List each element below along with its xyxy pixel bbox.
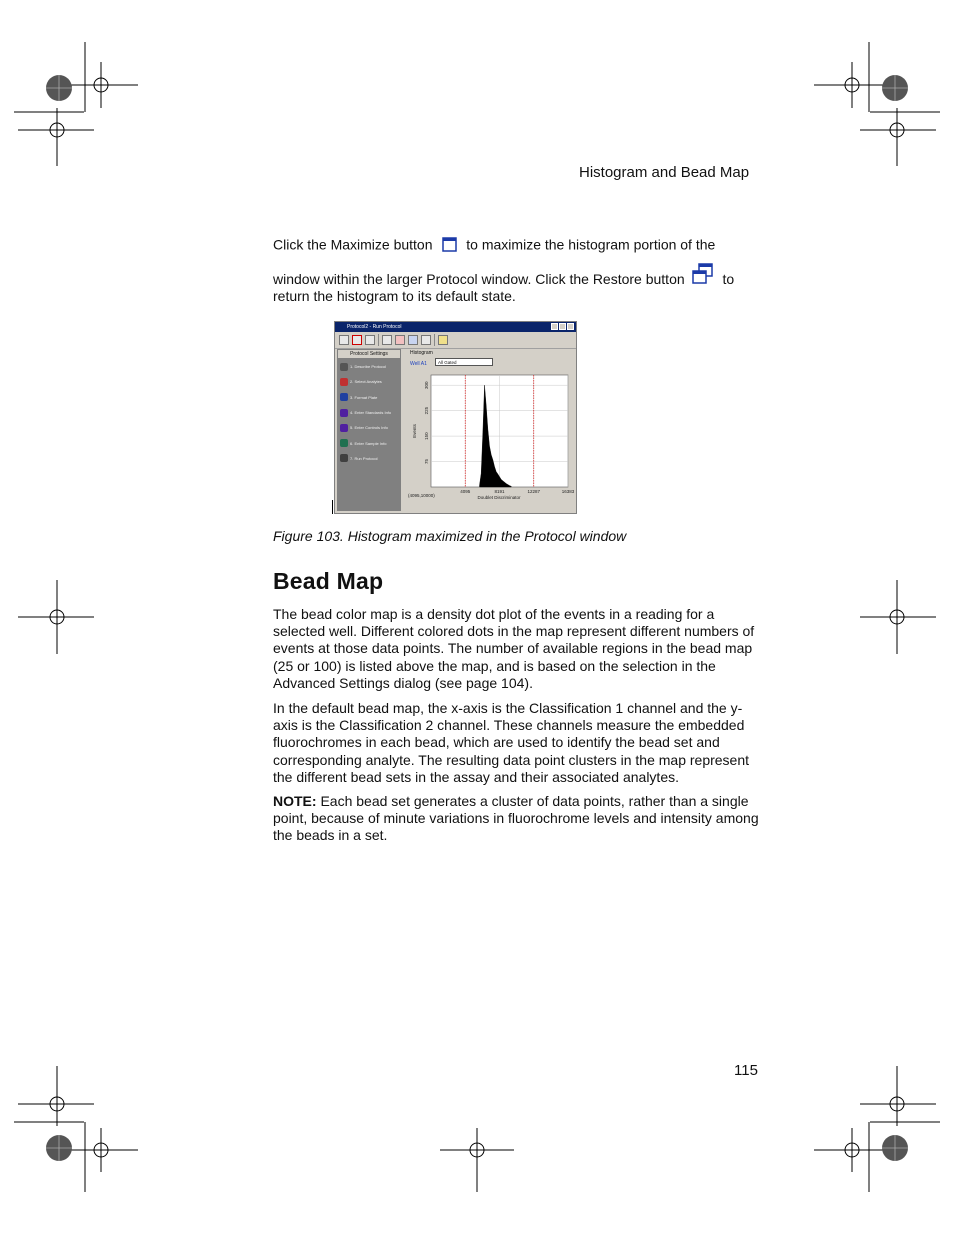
- figure-caption: Figure 103. Histogram maximized in the Protocol window: [273, 528, 627, 544]
- chart-icon: [408, 335, 418, 345]
- body-paragraph-1: [273, 606, 763, 692]
- window-title-bar: [335, 322, 576, 332]
- intro-paragraph-2: [273, 271, 763, 306]
- protocol-step-label: 1. Describe Protocol: [350, 364, 387, 370]
- y-tick-label: 300: [424, 381, 429, 389]
- x-tick-label: 16383: [561, 489, 574, 494]
- y-tick-label: 75: [424, 459, 429, 465]
- histogram-pane: [404, 349, 574, 511]
- y-tick-label: 150: [424, 432, 429, 440]
- intro-text: window within the larger Protocol window. Click the Restore button: [273, 271, 685, 287]
- section-heading: Bead Map: [273, 568, 384, 594]
- x-tick-label: 4095: [460, 489, 471, 494]
- x-axis-label: Doublet Discriminator: [477, 495, 521, 500]
- step-icon: [340, 393, 348, 401]
- batch-icon: [365, 335, 375, 345]
- text-cursor: [332, 500, 333, 514]
- step-icon: [340, 439, 348, 447]
- protocol-step-item: [337, 374, 401, 389]
- coordinate-readout: (4095,10000): [408, 493, 435, 498]
- gate-select-value: All Gated: [438, 360, 457, 365]
- window-controls: [551, 323, 574, 330]
- histogram-label: Histogram: [410, 350, 433, 356]
- protocol-step-label: 4. Enter Standards Info: [350, 410, 392, 416]
- protocol-step-item: [337, 451, 401, 466]
- step-icon: [340, 378, 348, 386]
- protocol-step-item: [337, 359, 401, 374]
- step-icon: [340, 363, 348, 371]
- y-tick-label: 225: [424, 406, 429, 415]
- protocol-step-item: [337, 420, 401, 435]
- intro-text: to maximize the histogram portion of the: [466, 236, 716, 253]
- protocol-step-label: 3. Format Plate: [350, 394, 378, 400]
- x-tick-label: 8191: [494, 489, 505, 494]
- body-paragraph-2: [273, 700, 763, 786]
- note-text: Each bead set generates a cluster of data points, rather than a single point, because of minute variations in fluorochrome levels and intensity among the beads in a set.: [273, 793, 759, 844]
- protocol-step-label: 5. Enter Controls Info: [350, 425, 388, 431]
- protocol-step-item: [337, 390, 401, 405]
- report-icon: [395, 335, 405, 345]
- protocol-step-label: 6. Enter Sample Info: [350, 440, 387, 446]
- step-icon: [340, 424, 348, 432]
- y-axis-label: Events: [412, 424, 417, 438]
- help-icon: [438, 335, 448, 345]
- protocol-step-item: [337, 435, 401, 450]
- intro-paragraph-1: [273, 236, 763, 256]
- window-toolbar: [335, 332, 576, 349]
- step-icon: [340, 409, 348, 417]
- protocol-step-label: 7. Run Protocol: [350, 455, 378, 461]
- note-paragraph: [273, 793, 763, 845]
- histogram-chart: [404, 369, 574, 511]
- gate-select: [435, 358, 493, 366]
- protocol-settings-panel: [337, 349, 401, 511]
- globe-icon: [421, 335, 431, 345]
- toolbar-separator: [378, 334, 379, 346]
- minimize-icon: [551, 323, 558, 330]
- protocol-window-screenshot: [334, 321, 577, 514]
- check-icon: [352, 335, 362, 345]
- paragraph-text: The bead color map is a density dot plot of the events in a reading for a selected well. Different colored dots in the map represent different numbers of events at those data points. The number of available regions in the bead map (25 or 100) is listed above the map, and is based on the selection in the Advanced Settings dialog (see page 104).: [273, 606, 755, 691]
- protocol-step-label: 2. Select Analytes: [350, 379, 382, 385]
- restore-icon: [689, 262, 719, 288]
- x-tick-label: 12287: [527, 489, 541, 494]
- maximize-icon: [559, 323, 566, 330]
- intro-text: to: [722, 271, 735, 287]
- toolbar-separator: [434, 334, 435, 346]
- panel-header: Protocol Settings: [338, 350, 400, 358]
- protocol-step-item: [337, 405, 401, 420]
- step-icon: [340, 454, 348, 462]
- intro-text: Click the Maximize button: [273, 236, 433, 253]
- window-title: Protocol2 - Run Protocol: [347, 324, 402, 330]
- intro-text: return the histogram to its default state.: [273, 288, 516, 305]
- pencil-icon: [382, 335, 392, 345]
- maximize-icon: [436, 236, 462, 256]
- running-header: Histogram and Bead Map: [579, 164, 750, 181]
- protocol-steps-list: [337, 359, 401, 466]
- close-icon: [567, 323, 574, 330]
- new-icon: [339, 335, 349, 345]
- page-number: 115: [734, 1062, 758, 1079]
- well-label: Well A1: [410, 361, 427, 367]
- note-label: NOTE:: [273, 793, 317, 809]
- paragraph-text: In the default bead map, the x-axis is the Classification 1 channel and the y-axis is the Classification 2 channel. These channels measure the embedded fluorochromes in each bead, which are used to identify the bead set and corresponding analyte. The resulting data point clusters in the map represent the different bead sets in the assay and their associated analytes.: [273, 700, 750, 785]
